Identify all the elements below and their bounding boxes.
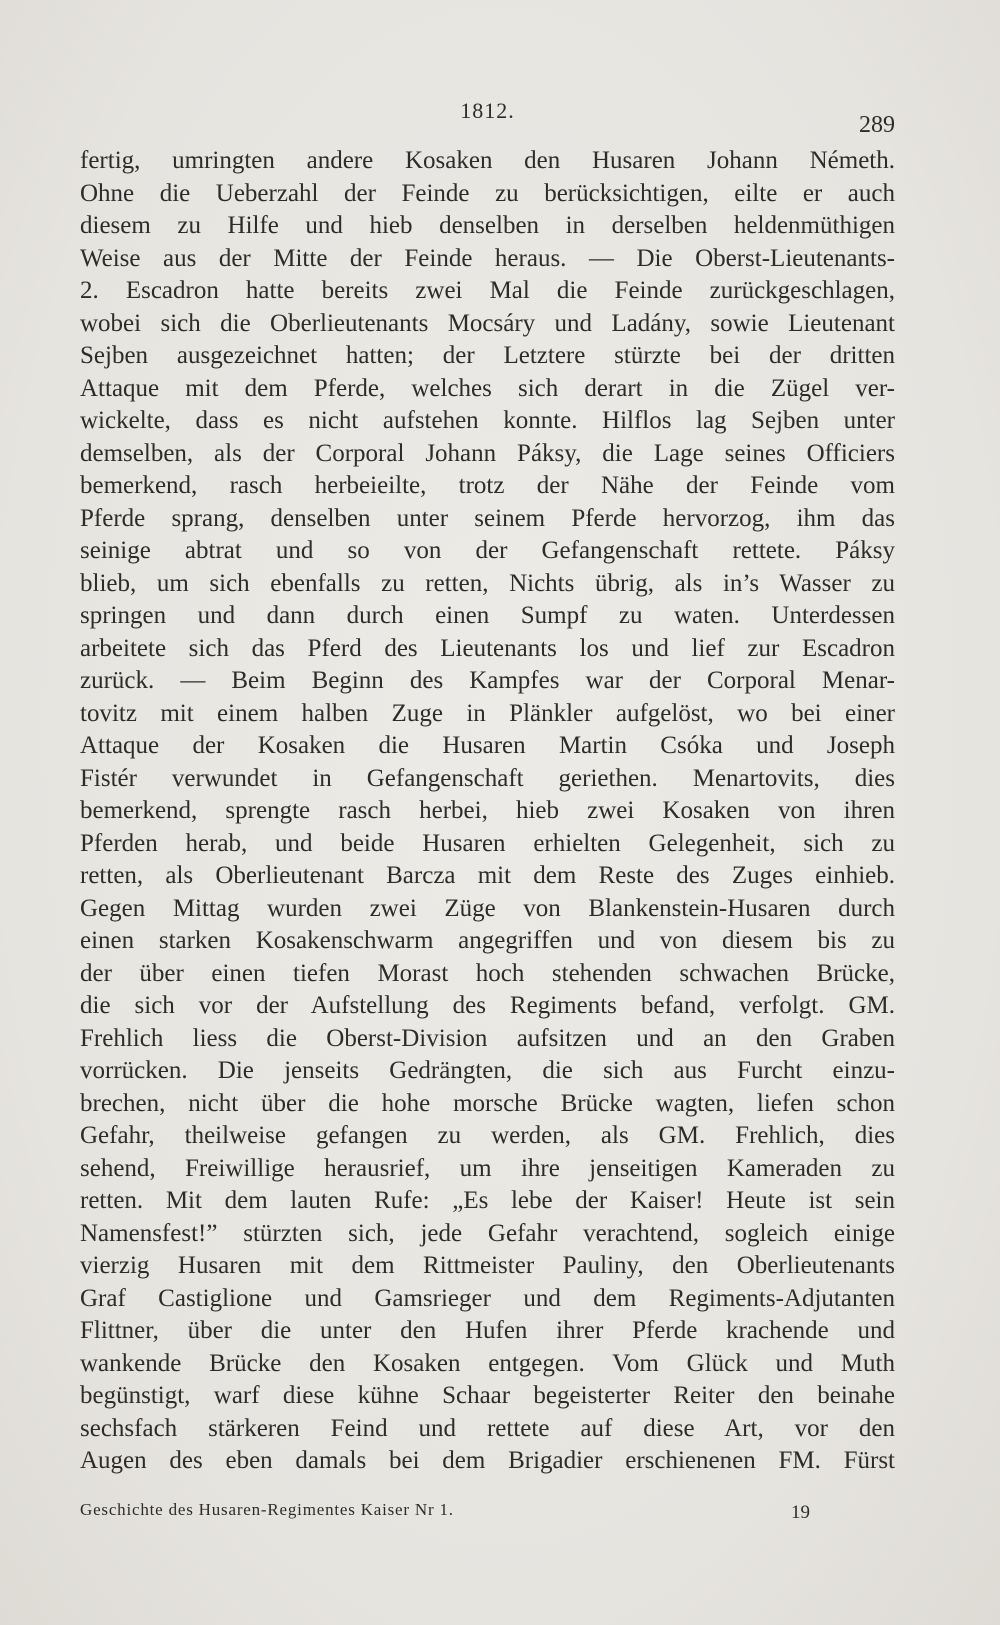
text-line: springen und dann durch einen Sumpf zu waten. Unterdessen — [80, 602, 895, 629]
text-line: diesem zu Hilfe und hieb denselben in derselben heldenmüthigen — [80, 212, 895, 239]
text-line: brechen, nicht über die hohe morsche Brücke wagten, liefen schon — [80, 1089, 895, 1117]
text-line: bemerkend, rasch herbeieilte, trotz der Nähe der Feinde vom — [80, 472, 895, 499]
signature-mark: 19 — [791, 1502, 810, 1523]
text-line: begünstigt, warf diese kühne Schaar begeisterter Reiter den beinahe — [80, 1382, 895, 1409]
text-line: 2. Escadron hatte bereits zwei Mal die Feinde zurückgeschlagen, — [80, 277, 895, 304]
text-line: Gegen Mittag wurden zwei Züge von Blankenstein-Husaren durch — [80, 894, 895, 922]
text-line: tovitz mit einem halben Zuge in Plänkler aufgelöst, wo bei einer — [80, 699, 895, 727]
text-line: bemerkend, sprengte rasch herbei, hieb zwei Kosaken von ihren — [80, 797, 895, 824]
text-line: Sejben ausgezeichnet hatten; der Letztere stürzte bei der dritten — [80, 342, 895, 369]
footer-title: Geschichte des Husaren-Regimentes Kaiser Nr 1. — [80, 1500, 454, 1519]
text-line: Flittner, über die unter den Hufen ihrer Pferde krachende und — [80, 1317, 895, 1344]
text-line: arbeitete sich das Pferd des Lieutenants los und lief zur Escadron — [80, 634, 895, 662]
text-line: blieb, um sich ebenfalls zu retten, Nichts übrig, als in’s Wasser zu — [80, 569, 895, 597]
text-line: einen starken Kosakenschwarm angegriffen und von diesem bis zu — [80, 927, 895, 954]
text-line: retten, als Oberlieutenant Barcza mit dem Reste des Zuges einhieb. — [80, 862, 895, 889]
text-line: Graf Castiglione und Gamsrieger und dem Regiments-Adjutanten — [80, 1284, 895, 1312]
text-line: Fistér verwundet in Gefangenschaft geriethen. Menartovits, dies — [80, 764, 895, 792]
text-line: Attaque der Kosaken die Husaren Martin Csóka und Joseph — [80, 732, 895, 759]
text-line: Weise aus der Mitte der Feinde heraus. — Die Oberst-Lieutenants- — [80, 244, 895, 272]
text-line: Pferde sprang, denselben unter seinem Pferde hervorzog, ihm das — [80, 504, 895, 532]
text-line: sehend, Freiwillige herausrief, um ihre jenseitigen Kameraden zu — [80, 1154, 895, 1182]
text-line: seinige abtrat und so von der Gefangenschaft rettete. Páksy — [80, 537, 895, 564]
text-line: Ohne die Ueberzahl der Feinde zu berücksichtigen, eilte er auch — [80, 179, 895, 207]
text-line: Gefahr, theilweise gefangen zu werden, als GM. Frehlich, dies — [80, 1122, 895, 1149]
text-line: Frehlich liess die Oberst-Division aufsitzen und an den Graben — [80, 1024, 895, 1052]
page-number: 289 — [859, 112, 895, 138]
text-line: wickelte, dass es nicht aufstehen konnte. Hilflos lag Sejben unter — [80, 407, 895, 434]
running-head — [80, 98, 895, 138]
page-footer — [80, 1500, 810, 1530]
text-line: sechsfach stärkeren Feind und rettete auf diese Art, vor den — [80, 1414, 895, 1442]
text-line: Augen des eben damals bei dem Brigadier erschienenen FM. Fürst — [80, 1447, 895, 1474]
running-head-year: 1812. — [460, 98, 515, 123]
text-line: vorrücken. Die jenseits Gedrängten, die sich aus Furcht einzu- — [80, 1057, 895, 1084]
text-line: fertig, umringten andere Kosaken den Husaren Johann Németh. — [80, 147, 895, 174]
text-line: Attaque mit dem Pferde, welches sich derart in die Zügel ver- — [80, 374, 895, 402]
text-line: der über einen tiefen Morast hoch stehenden schwachen Brücke, — [80, 959, 895, 987]
text-line: demselben, als der Corporal Johann Páksy, die Lage seines Officiers — [80, 439, 895, 467]
body-text — [80, 145, 895, 1478]
text-line: wobei sich die Oberlieutenants Mocsáry und Ladány, sowie Lieutenant — [80, 309, 895, 337]
text-line: Pferden herab, und beide Husaren erhielten Gelegenheit, sich zu — [80, 829, 895, 857]
text-line: zurück. — Beim Beginn des Kampfes war der Corporal Menar- — [80, 667, 895, 694]
text-line: wankende Brücke den Kosaken entgegen. Vom Glück und Muth — [80, 1349, 895, 1377]
text-line: vierzig Husaren mit dem Rittmeister Pauliny, den Oberlieutenants — [80, 1252, 895, 1279]
text-line: Namensfest!” stürzten sich, jede Gefahr verachtend, sogleich einige — [80, 1219, 895, 1247]
text-line: retten. Mit dem lauten Rufe: „Es lebe der Kaiser! Heute ist sein — [80, 1187, 895, 1214]
text-line: die sich vor der Aufstellung des Regiments befand, verfolgt. GM. — [80, 992, 895, 1019]
